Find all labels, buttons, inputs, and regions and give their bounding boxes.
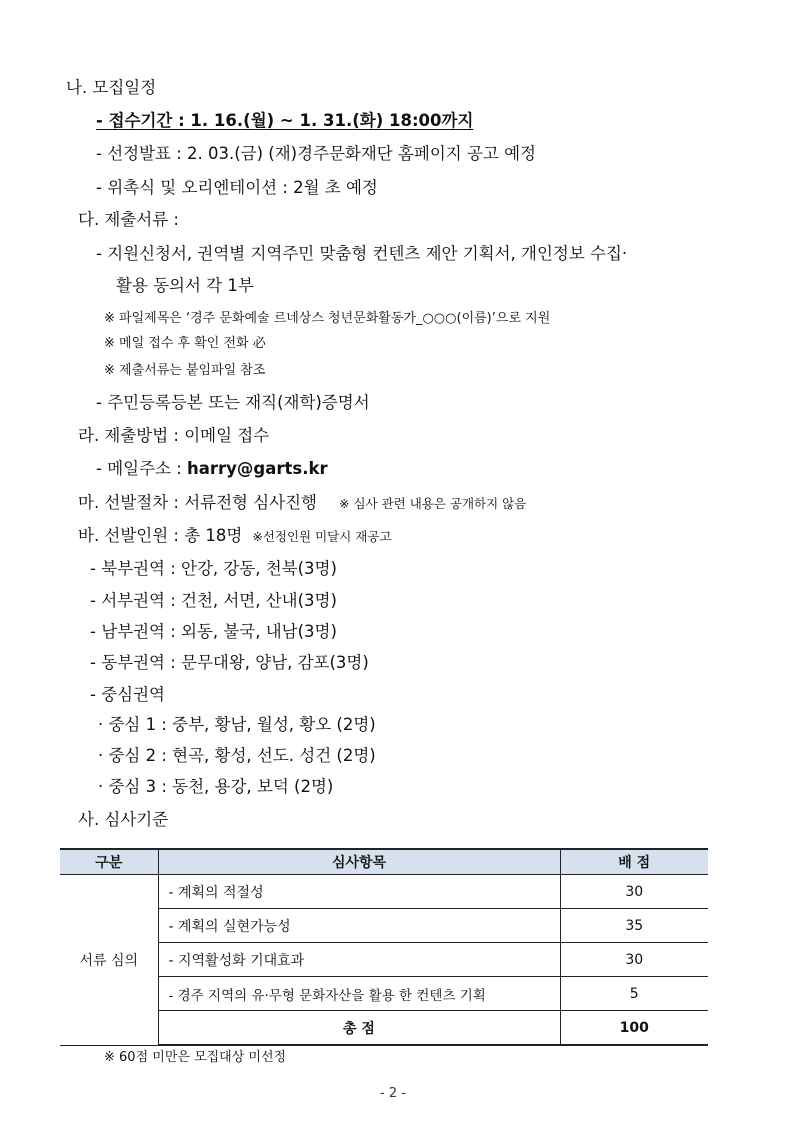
section-criteria-heading: 사. 심사기준	[78, 810, 169, 829]
section-documents-heading: 다. 제출서류 :	[78, 210, 179, 229]
header-score: 배 점	[560, 849, 708, 875]
region-south: - 남부권역 : 외동, 불국, 내남(3명)	[90, 622, 337, 641]
table-row	[60, 909, 708, 943]
criteria-footnote: ※ 60점 미만은 모집대상 미선정	[104, 1050, 287, 1065]
header-category: 구분	[60, 849, 158, 875]
criteria-item: - 계획의 실현가능성	[158, 909, 560, 943]
criteria-score: 5	[560, 977, 708, 1011]
schedule-orientation: - 위촉식 및 오리엔테이션 : 2월 초 예정	[96, 178, 378, 197]
central-1: · 중심 1 : 중부, 황남, 월성, 황오 (2명)	[98, 715, 376, 734]
criteria-score: 35	[560, 909, 708, 943]
section-method-heading: 라. 제출방법 : 이메일 접수	[78, 426, 270, 445]
selection-note: ※선정인원 미달시 재공고	[252, 529, 392, 544]
region-north: - 북부권역 : 안강, 강동, 천북(3명)	[90, 559, 337, 578]
criteria-score: 30	[560, 875, 708, 909]
criteria-item: - 경주 지역의 유·무형 문화자산을 활용 한 컨텐츠 기획	[158, 977, 560, 1011]
total-score: 100	[560, 1011, 708, 1046]
section-procedure-heading	[78, 495, 526, 512]
section-selection-heading	[78, 528, 392, 545]
criteria-score: 30	[560, 943, 708, 977]
region-west: - 서부권역 : 건천, 서면, 산내(3명)	[90, 591, 337, 610]
documents-note-filename: ※ 파일제목은 ‘경주 문화예술 르네상스 청년문화활동가_○○○(이름)’으로 지원	[104, 311, 551, 326]
email-line	[96, 461, 328, 478]
central-3: · 중심 3 : 동천, 용강, 보덕 (2명)	[98, 777, 334, 796]
criteria-item: - 지역활성화 기대효과	[158, 943, 560, 977]
documents-item-2: - 주민등록등본 또는 재직(재학)증명서	[96, 393, 370, 412]
header-item: 심사항목	[158, 849, 560, 875]
schedule-announcement: - 선정발표 : 2. 03.(금) (재)경주문화재단 홈페이지 공고 예정	[96, 144, 536, 163]
documents-item-1-line-1: - 지원신청서, 권역별 지역주민 맞춤형 컨텐츠 제안 기획서, 개인정보 수집·	[96, 244, 628, 263]
region-central: - 중심권역	[90, 685, 165, 704]
total-label: 총 점	[158, 1011, 560, 1046]
documents-item-1-line-2: 활용 동의서 각 1부	[116, 276, 254, 295]
email-label: - 메일주소 :	[96, 459, 188, 478]
table-row	[60, 875, 708, 909]
category-cell: 서류 심의	[60, 875, 158, 1046]
documents-note-phone: ※ 메일 접수 후 확인 전화 必	[104, 336, 266, 351]
criteria-table	[60, 848, 708, 1046]
section-schedule-heading: 나. 모집일정	[66, 78, 157, 97]
procedure-note: ※ 심사 관련 내용은 공개하지 않음	[339, 496, 527, 511]
table-row	[60, 943, 708, 977]
total-row	[60, 1011, 708, 1046]
page-number: - 2 -	[380, 1086, 406, 1101]
schedule-application-period: - 접수기간 : 1. 16.(월) ~ 1. 31.(화) 18:00까지	[96, 111, 474, 130]
table-row	[60, 977, 708, 1011]
email-address: harry@garts.kr	[187, 459, 328, 478]
documents-note-attachment: ※ 제출서류는 붙임파일 참조	[104, 363, 266, 378]
criteria-header-row	[60, 849, 708, 875]
procedure-heading-text: 마. 선발절차 : 서류전형 심사진행	[78, 493, 317, 512]
criteria-item: - 계획의 적절성	[158, 875, 560, 909]
region-east: - 동부권역 : 문무대왕, 양남, 감포(3명)	[90, 653, 369, 672]
selection-heading-text: 바. 선발인원 : 총 18명	[78, 526, 243, 545]
central-2: · 중심 2 : 현곡, 황성, 선도. 성건 (2명)	[98, 746, 376, 765]
